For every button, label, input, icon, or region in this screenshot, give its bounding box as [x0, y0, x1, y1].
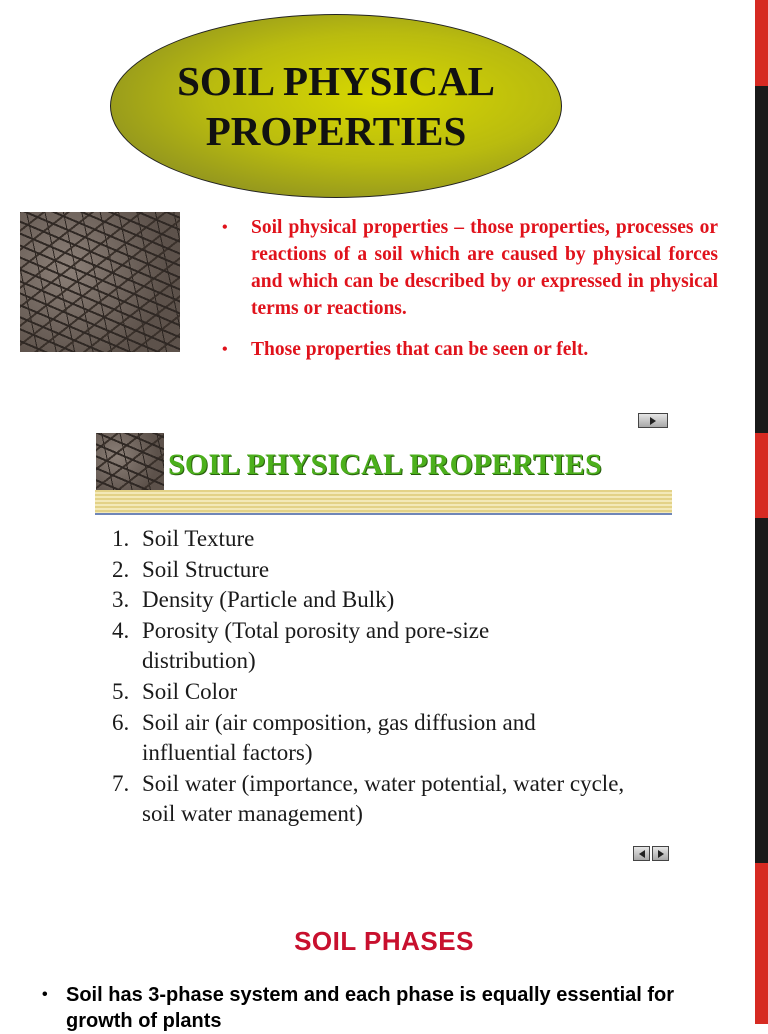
list-item	[112, 585, 672, 616]
list-text: Density (Particle and Bulk)	[142, 587, 395, 613]
slide3-title: SOIL PHASES	[294, 926, 474, 956]
bullet-dot: •	[42, 986, 48, 1003]
prev-slide-button[interactable]	[633, 846, 650, 861]
edge-stripe-dark-2	[755, 518, 768, 863]
slide1-title-oval	[110, 14, 562, 198]
list-item	[112, 616, 572, 677]
list-item	[112, 555, 672, 586]
list-text: Soil Color	[142, 678, 238, 704]
slide1-bullet-list	[222, 214, 718, 377]
list-item	[112, 677, 672, 708]
slide3-bullet	[42, 982, 732, 1034]
list-number: 2.	[112, 556, 130, 582]
list-item	[112, 708, 622, 769]
title-underline	[95, 513, 672, 515]
edge-stripe-red-1	[755, 0, 768, 86]
list-number: 6.	[112, 709, 130, 735]
list-text: Soil Structure	[142, 556, 270, 582]
list-number: 4.	[112, 617, 130, 643]
edge-stripe-dark-1	[755, 86, 768, 433]
list-item	[112, 524, 672, 555]
list-text: Soil Texture	[142, 526, 255, 551]
list-item	[112, 769, 652, 830]
properties-list	[112, 524, 672, 830]
list-text: Porosity (Total porosity and pore-size distribution)	[142, 617, 490, 674]
cracked-soil-image	[20, 212, 180, 352]
play-right-icon	[650, 417, 656, 425]
slide1-bullet: • Soil physical properties – those properties, processes or reactions of a soil which are caused by physical forces and which can be described by or expressed in physical terms or reactions.	[222, 214, 718, 322]
next-slide-button[interactable]	[638, 413, 668, 428]
next-slide-button-2[interactable]	[652, 846, 669, 861]
slide1-bullet: • Those properties that can be seen or felt.	[222, 336, 718, 363]
list-number: 5.	[112, 678, 130, 704]
play-right-icon	[658, 850, 664, 858]
list-number: 7.	[112, 770, 130, 796]
slide2-title: SOIL PHYSICAL PROPERTIES	[168, 448, 602, 481]
slide3-bullet-text: Soil has 3-phase system and each phase is equally essential for growth of plants	[66, 984, 675, 1032]
list-text: Soil water (importance, water potential, water cycle, soil water management)	[142, 770, 625, 827]
list-number: 1.	[112, 526, 130, 551]
title-banner-stripe	[95, 490, 672, 514]
list-text: Soil air (air composition, gas diffusion and influential factors)	[142, 709, 536, 766]
slide1-title: SOIL PHYSICAL PROPERTIES	[177, 58, 495, 154]
play-left-icon	[639, 850, 645, 858]
edge-stripe-red-2	[755, 433, 768, 518]
cracked-soil-thumbnail	[96, 433, 164, 491]
list-number: 3.	[112, 587, 130, 613]
